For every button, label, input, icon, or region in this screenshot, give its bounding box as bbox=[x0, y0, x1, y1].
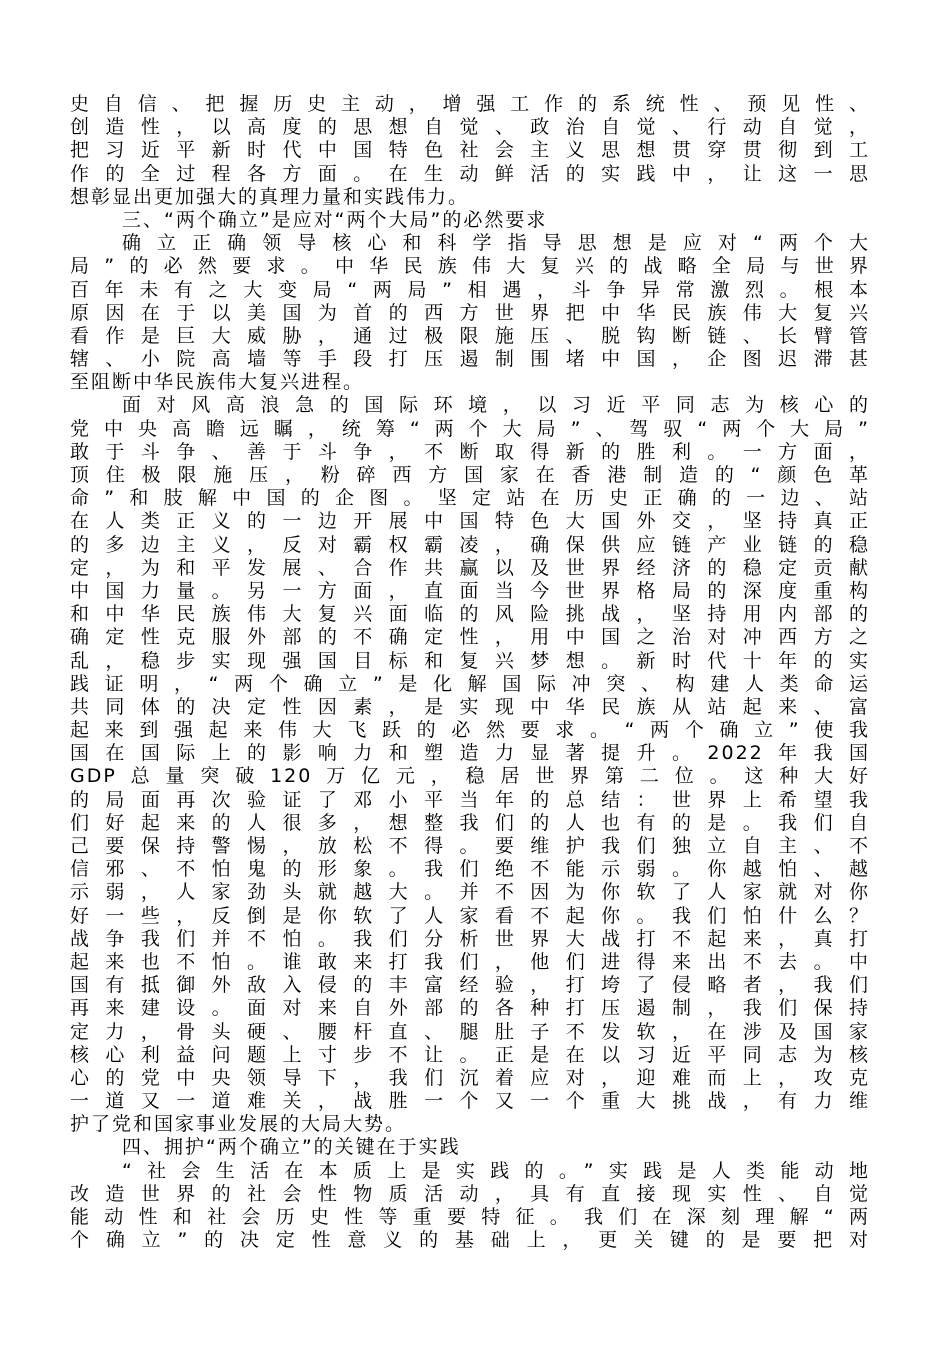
text-line: 能动性和社会历史性等重要特征。我们在深刻理解“两 bbox=[70, 1206, 870, 1228]
text-line: 敢于斗争、善于斗争，不断取得新的胜利。一方面， bbox=[70, 440, 870, 463]
text-line: 示弱，人家劲头就越大。并不因为你软了人家就对你 bbox=[70, 881, 870, 904]
text-line: 想彰显出更加强大的真理力量和实践伟力。 bbox=[70, 185, 470, 208]
text-line: 己要保持警惕，放松不得。要维护我们独立自主、不 bbox=[70, 835, 870, 857]
paragraph-first-line: 确立正确领导核心和科学指导思想是应对“两个大 bbox=[122, 232, 870, 255]
text-line: 共同体的决定性因素，是实现中华民族从站起来、富 bbox=[70, 695, 870, 718]
text-line: 战争我们并不怕。我们分析世界大战打不起来，真打 bbox=[70, 927, 870, 950]
text-line: 心的党中央领导下，我们沉着应对，迎难而上，攻克 bbox=[70, 1066, 870, 1089]
text-line: 命”和肢解中国的企图。坚定站在历史正确的一边、站 bbox=[70, 487, 870, 510]
text-line: 局”的必然要求。中华民族伟大复兴的战略全局与世界 bbox=[70, 255, 870, 278]
text-line: 信邪、不怕鬼的形象。我们绝不能示弱。你越怕、越 bbox=[70, 858, 870, 881]
text-line: 在人类正义的一边开展中国特色大国外交，坚持真正 bbox=[70, 510, 870, 533]
text-line: 确定性克服外部的不确定性，用中国之治对冲西方之 bbox=[70, 626, 870, 649]
text-line: 把习近平新时代中国特色社会主义思想贯穿贯彻到工 bbox=[70, 139, 870, 162]
text-line: 党中央高瞻远瞩，统筹“两个大局”、驾驭“两个大局” bbox=[70, 417, 870, 440]
text-line: 顶住极限施压，粉碎西方国家在香港制造的“颜色革 bbox=[70, 464, 870, 486]
text-line: 百年未有之大变局“两局”相遇，斗争异常激烈。根本 bbox=[70, 278, 870, 301]
text-line: 个确立”的决定性意义的基础上，更关键的是要把对 bbox=[70, 1229, 870, 1252]
text-line: 乱，稳步实现强国目标和复兴梦想。新时代十年的实 bbox=[70, 649, 870, 672]
paragraph-first-line: “社会生活在本质上是实践的。”实践是人类能动地 bbox=[122, 1159, 870, 1182]
text-line: GDP总量突破120万亿元，稳居世界第二位。这种大好 bbox=[70, 765, 870, 788]
text-line: 好一些，反倒是你软了人家看不起你。我们怕什么？ bbox=[70, 904, 870, 927]
section-heading: 三、“两个确立”是应对“两个大局”的必然要求 bbox=[122, 208, 548, 231]
text-line: 起来也不怕。谁敢来打我们，他们进得来出不去。中 bbox=[70, 950, 870, 973]
text-line: 史自信、把握历史主动，增强工作的系统性、预见性、 bbox=[70, 93, 870, 115]
text-line: 再来建设。面对来自外部的各种打压遏制，我们保持 bbox=[70, 997, 870, 1020]
text-line: 看作是巨大威胁，通过极限施压、脱钩断链、长臂管 bbox=[70, 324, 870, 347]
text-line: 护了党和国家事业发展的大局大势。 bbox=[70, 1113, 407, 1136]
text-line: 的多边主义，反对霸权霸凌，确保供应链产业链的稳 bbox=[70, 533, 870, 556]
text-line: 定，为和平发展、合作共赢以及世界经济的稳定贡献 bbox=[70, 556, 870, 579]
text-line: 核心利益问题上寸步不让。正是在以习近平同志为核 bbox=[70, 1043, 870, 1066]
text-line: 创造性，以高度的思想自觉、政治自觉、行动自觉， bbox=[70, 116, 870, 139]
text-line: 辖、小院高墙等手段打压遏制围堵中国，企图迟滞甚 bbox=[70, 348, 870, 371]
text-line: 作的全过程各方面。在生动鲜活的实践中，让这一思 bbox=[70, 162, 870, 185]
text-line: 中国力量。另一方面，直面当今世界格局的深度重构 bbox=[70, 579, 870, 602]
text-line: 的局面再次验证了邓小平当年的总结：世界上希望我 bbox=[70, 788, 870, 811]
text-line: 国有抵御外敌入侵的丰富经验，打垮了侵略者，我们 bbox=[70, 974, 870, 997]
text-line: 国在国际上的影响力和塑造力显著提升。2022年我国 bbox=[70, 742, 870, 765]
body-text bbox=[70, 93, 870, 1252]
text-line: 起来到强起来伟大飞跃的必然要求。“两个确立”使我 bbox=[70, 719, 870, 742]
text-line: 践证明，“两个确立”是化解国际冲突、构建人类命运 bbox=[70, 672, 870, 695]
text-line: 们好起来的人很多，想整我们的人也有的是。我们自 bbox=[70, 811, 870, 834]
paragraph-first-line: 面对风高浪急的国际环境，以习近平同志为核心的 bbox=[122, 394, 870, 417]
text-line: 和中华民族伟大复兴面临的风险挑战，坚持用内部的 bbox=[70, 603, 870, 626]
text-line: 至阻断中华民族伟大复兴进程。 bbox=[70, 371, 365, 394]
text-line: 改造世界的社会性物质活动，具有直接现实性、自觉 bbox=[70, 1182, 870, 1205]
section-heading: 四、拥护“两个确立”的关键在于实践 bbox=[122, 1136, 461, 1159]
text-line: 原因在于以美国为首的西方世界把中华民族伟大复兴 bbox=[70, 301, 870, 324]
text-line: 定力，骨头硬、腰杆直、腿肚子不发软，在涉及国家 bbox=[70, 1020, 870, 1043]
text-line: 一道又一道难关，战胜一个又一个重大挑战，有力维 bbox=[70, 1090, 870, 1113]
